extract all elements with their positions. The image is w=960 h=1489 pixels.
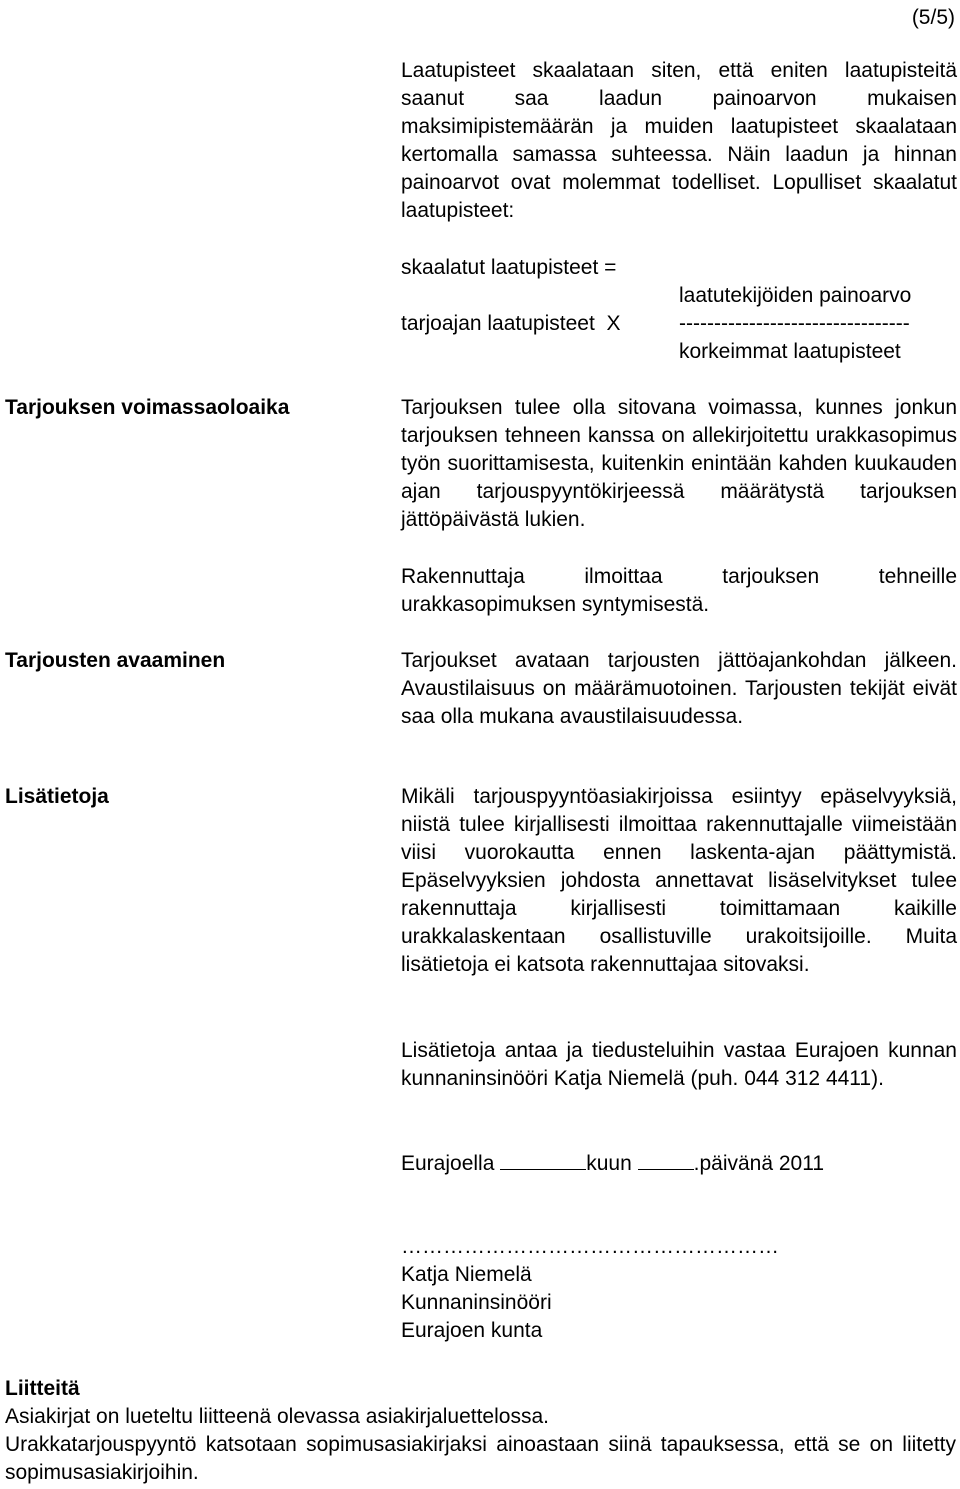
date-line xyxy=(401,1149,824,1178)
attachments-line-2-wrap xyxy=(5,1431,956,1487)
attachments-heading: Liitteitä xyxy=(5,1377,80,1400)
validity-paragraph-1: Tarjouksen tulee olla sitovana voimassa, kunnes jonkun tarjouksen tehneen kanssa on allekirjoitettu urakkasopimus työn suorittamisesta, kuitenkin enintään kahden kuukauden ajan tarjouspyyntökirjeessä määrätystä tarjouksen jättöpäivästä lukien. xyxy=(401,396,957,531)
signatory-title: Kunnaninsinööri xyxy=(401,1291,552,1314)
opening-paragraph: Tarjoukset avataan tarjousten jättöajankohdan jälkeen. Avaustilaisuus on määrämuotoinen. Tarjousten tekijät eivät saa olla mukana avaustilaisuudessa. xyxy=(401,649,957,728)
date-blank-day xyxy=(500,1149,586,1170)
section-body-info-2 xyxy=(401,1037,957,1093)
signatory-organization: Eurajoen kunta xyxy=(401,1319,543,1342)
signature-dots: ……………………………………………… xyxy=(401,1235,779,1258)
scoring-text: Laatupisteet skaalataan siten, että eniten laatupisteitä saanut saa laadun painoarvon mukaisen maksimipistemäärän ja muiden laatupisteet skaalataan kertomalla samassa suhteessa. Näin laadun ja hinnan painoarvot ovat molemmat todelliset. Lopulliset skaalatut laatupisteet: xyxy=(401,59,957,222)
formula-factor: tarjoajan laatupisteet X xyxy=(401,312,621,335)
scoring-paragraph xyxy=(401,57,957,225)
formula-denominator: korkeimmat laatupisteet xyxy=(679,340,901,363)
attachments-line-1: Asiakirjat on lueteltu liitteenä olevassa asiakirjaluettelossa. xyxy=(5,1405,549,1428)
formula-fraction-line: --------------------------------- xyxy=(679,312,910,335)
date-day-word: .päivänä 2011 xyxy=(693,1152,825,1175)
section-body-info xyxy=(401,783,957,979)
formula-lhs: skaalatut laatupisteet = xyxy=(401,256,617,279)
section-body-validity xyxy=(401,394,957,534)
page-number: (5/5) xyxy=(911,6,955,29)
section-heading-info: Lisätietoja xyxy=(5,785,109,808)
info-paragraph-1: Mikäli tarjouspyyntöasiakirjoissa esiintyy epäselvyyksiä, niistä tulee kirjallisesti ilmoittaa rakennuttajalle viimeistään viisi vuorokautta ennen laskenta-ajan päättymistä. Epäselvyyksien johdosta annettavat lisäselvitykset tulee rakennuttaja kirjallisesti toimittamaan kaikille urakkalaskentaan osallistuville urakoitsijoille. Muita lisätietoja ei katsota rakennuttajaa sitovaksi. xyxy=(401,785,957,976)
section-heading-validity: Tarjouksen voimassaoloaika xyxy=(5,396,290,419)
section-heading-opening: Tarjousten avaaminen xyxy=(5,649,226,672)
date-month-word: kuun xyxy=(586,1152,632,1175)
section-body-opening xyxy=(401,647,957,731)
validity-paragraph-2: Rakennuttaja ilmoittaa tarjouksen tehneille urakkasopimuksen syntymisestä. xyxy=(401,565,957,616)
attachments-line-2: Urakkatarjouspyyntö katsotaan sopimusasiakirjaksi ainoastaan siinä tapauksessa, että se on liitetty sopimusasiakirjoihin. xyxy=(5,1433,956,1484)
date-place: Eurajoella xyxy=(401,1152,495,1175)
info-paragraph-2: Lisätietoja antaa ja tiedusteluihin vastaa Eurajoen kunnan kunnaninsinööri Katja Niemelä (puh. 044 312 4411). xyxy=(401,1039,957,1090)
signatory-name: Katja Niemelä xyxy=(401,1263,532,1286)
section-body-validity-2 xyxy=(401,563,957,619)
date-blank-month xyxy=(638,1149,694,1170)
formula-numerator: laatutekijöiden painoarvo xyxy=(679,284,912,307)
